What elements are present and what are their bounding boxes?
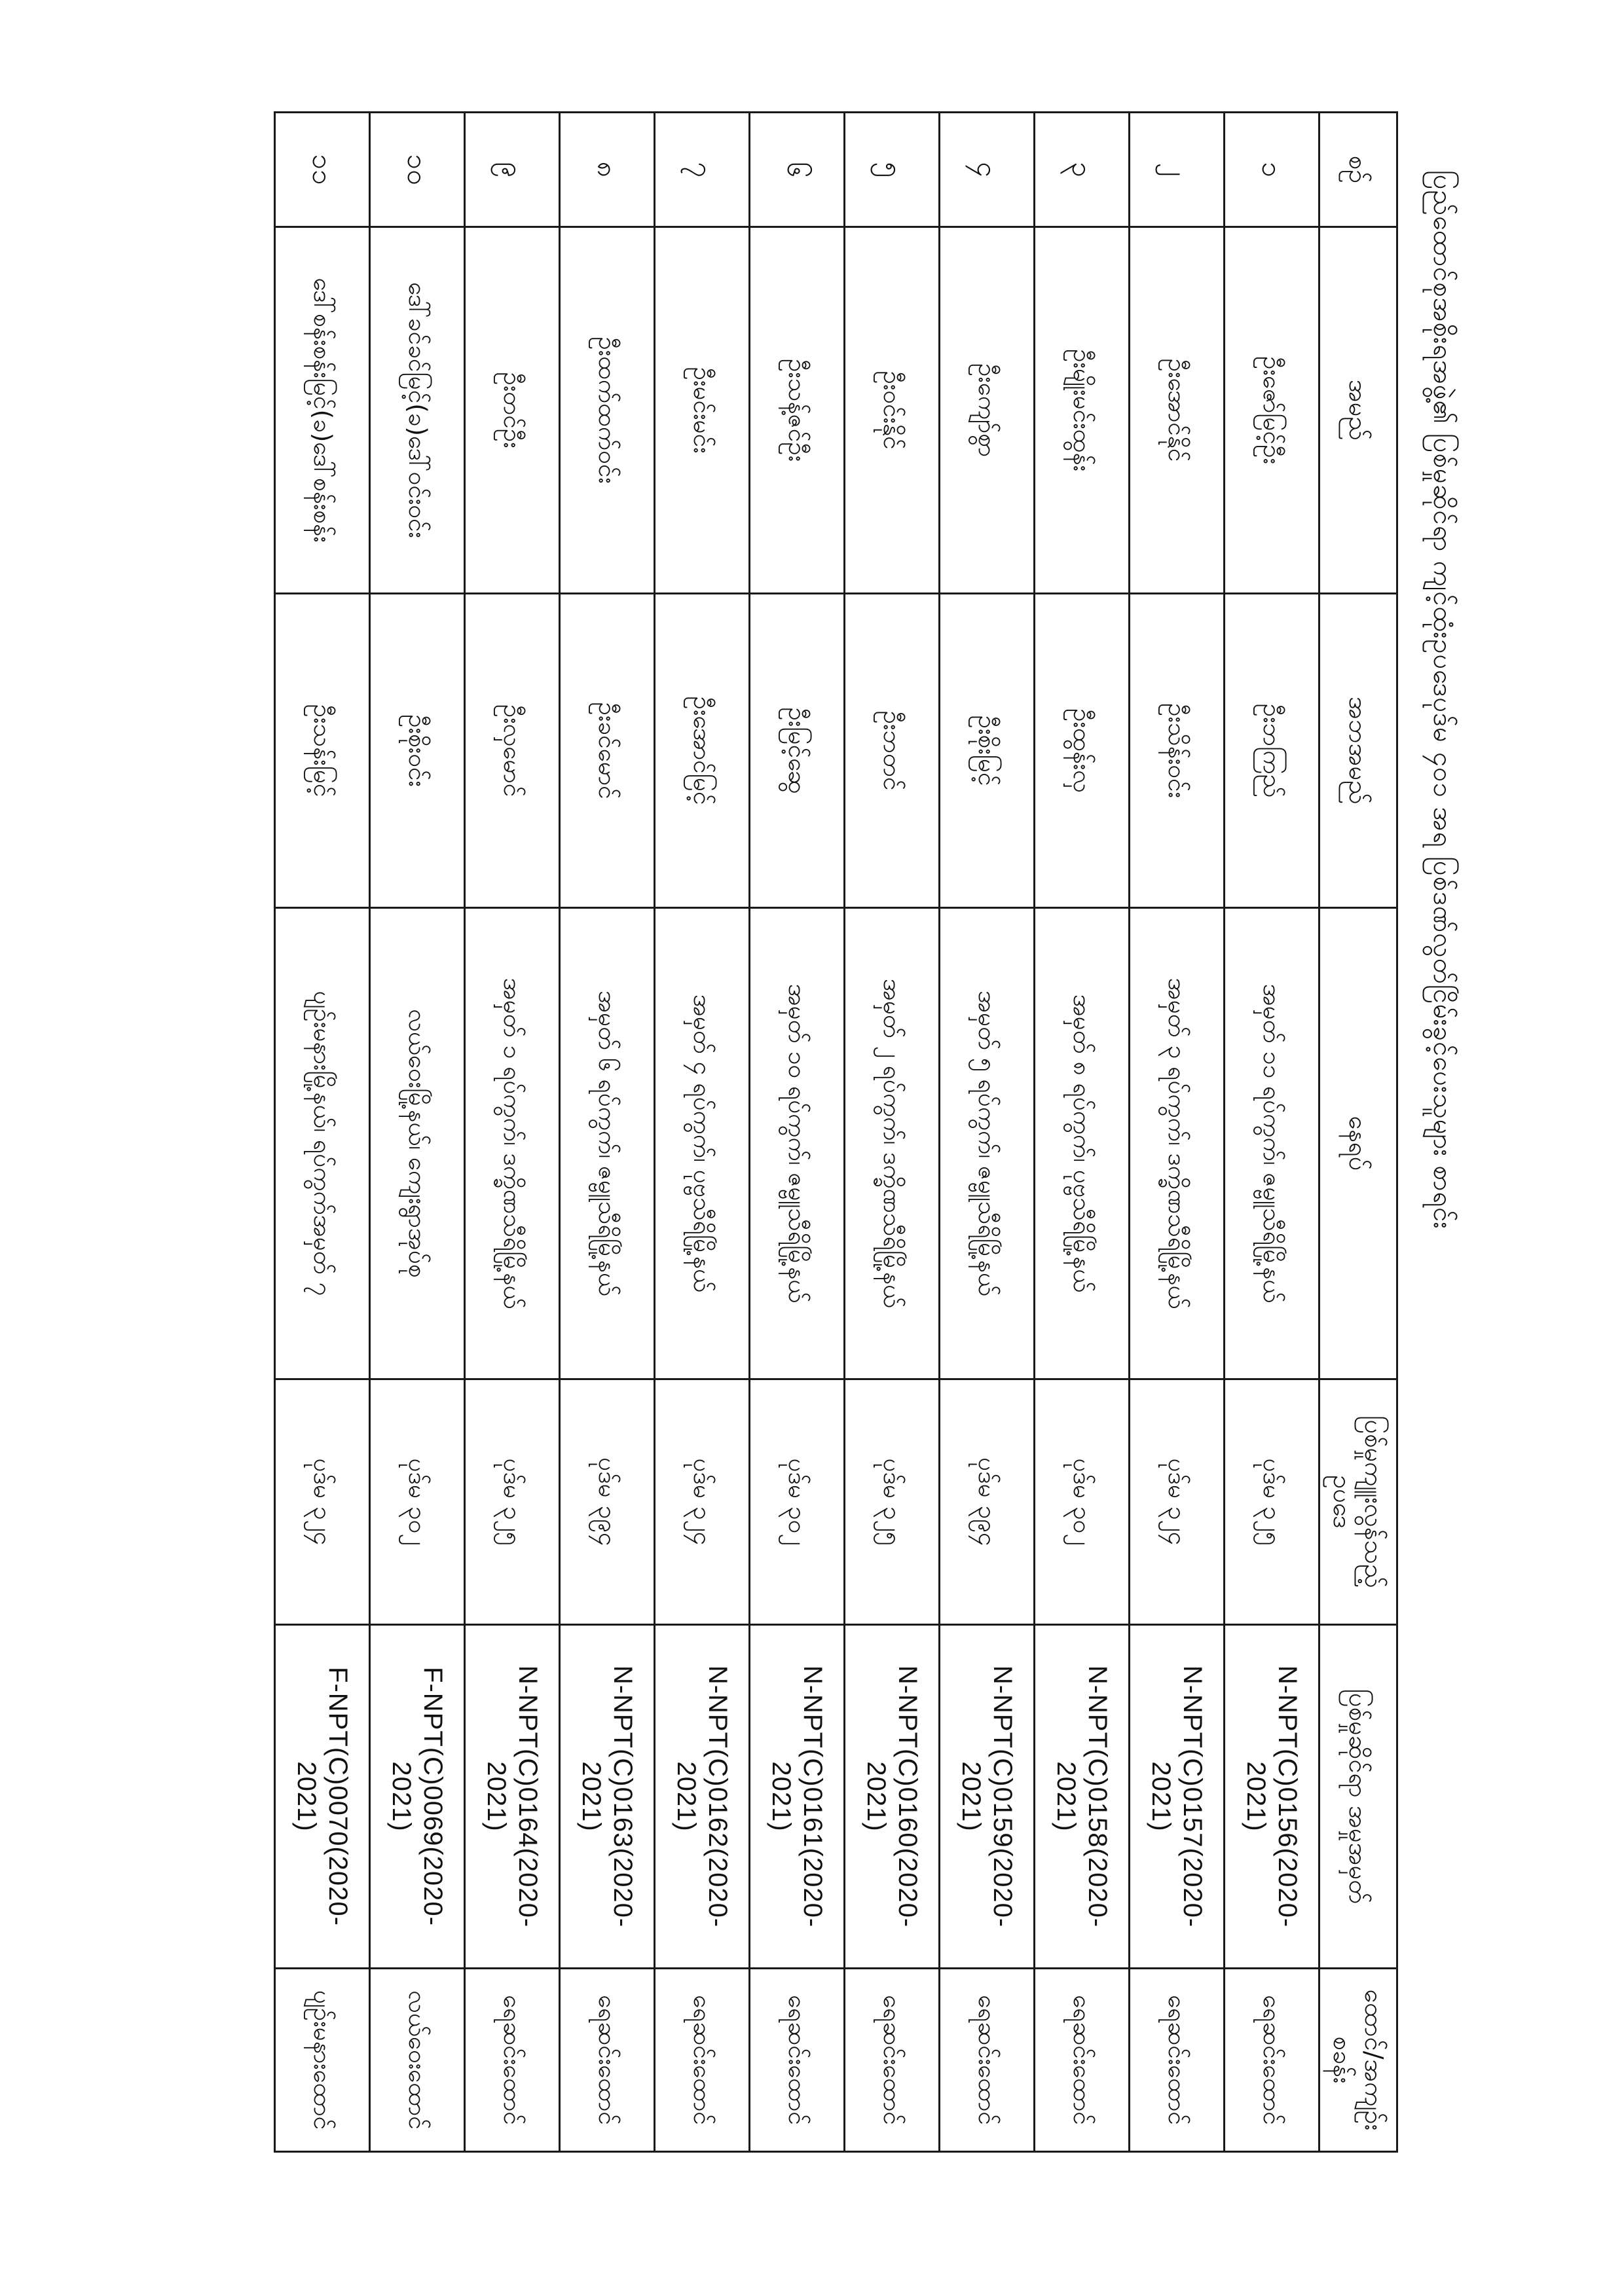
cell-address: အမှတ် ၁ ရပ်ကွက်၊ ဒက္ခိဏသီရိမြို့နယ် bbox=[465, 908, 560, 1379]
cell-law: ပုဒ်မ ၃၂၄ bbox=[1130, 1379, 1225, 1625]
cell-serial: ၁၀ bbox=[370, 113, 465, 227]
table-row bbox=[560, 113, 655, 2152]
cell-name: ဦးကျော်စွာ bbox=[940, 227, 1035, 594]
cell-address: အမှတ် ၂ ရပ်ကွက်၊ ဒက္ခိဏသီရိမြို့နယ် bbox=[845, 908, 940, 1379]
cell-prison: ရေဆင်းထောင် bbox=[465, 1969, 560, 2152]
cell-case-number: N-NPT(C)0158(2020-2021) bbox=[1035, 1625, 1130, 1969]
cell-father-name: ဦးသိန်းဝင်း bbox=[1130, 594, 1225, 908]
cell-prison: ရေဆင်းထောင် bbox=[655, 1969, 750, 2152]
header-serial: စဉ် bbox=[1320, 113, 1397, 227]
cell-serial: ၁ bbox=[1225, 113, 1320, 227]
table-row bbox=[1130, 113, 1225, 2152]
cell-case-number: N-NPT(C)0163(2020-2021) bbox=[560, 1625, 655, 1969]
cell-father-name: ဦးမြင့်ဆွေ bbox=[750, 594, 845, 908]
cell-father-name: ဦးစိုးမြင့် bbox=[940, 594, 1035, 908]
header-address: နေရပ် bbox=[1320, 908, 1397, 1379]
cell-prison: ရေဆင်းထောင် bbox=[560, 1969, 655, 2152]
document-caption: ပြည်ထောင်စုအစိုးရအဖွဲ့၏ ပြစ်မှုဆိုင်ရာ ကျင့်ထုံးဥပဒေပုဒ်မ ၄၀၁ အရ ပြစ်ဒဏ်လွတ်ငြိမ်းခွင့်ပေးသူများ စာရင်း bbox=[1428, 170, 1458, 1230]
cell-name: ဦးထက်ထက်ဝင်း bbox=[560, 227, 655, 594]
cell-law: ပုဒ်မ ၃၀၂ bbox=[370, 1379, 465, 1625]
pardon-roster-table bbox=[274, 111, 1398, 2153]
table-row bbox=[750, 113, 845, 2152]
header-name: အမည် bbox=[1320, 227, 1397, 594]
cell-name: ဦးဝင်းနိုင် bbox=[845, 227, 940, 594]
cell-serial: ၂ bbox=[1130, 113, 1225, 227]
cell-serial: ၉ bbox=[465, 113, 560, 227]
cell-address: အမှတ် ၃ ရပ်ကွက်၊ ဒက္ခိဏသီရိမြို့နယ် bbox=[1130, 908, 1225, 1379]
cell-father-name: ဦးလှမောင် bbox=[465, 594, 560, 908]
cell-address: အမှတ် ၈ ရပ်ကွက်၊ ပုဗ္ဗသီရိမြို့နယ် bbox=[1035, 908, 1130, 1379]
cell-prison: ရေဆင်းထောင် bbox=[845, 1969, 940, 2152]
cell-serial: ၈ bbox=[560, 113, 655, 227]
cell-case-number: N-NPT(C)0164(2020-2021) bbox=[465, 1625, 560, 1969]
cell-name: ဒေါ်စန်းစန်းမြင့်(ခ)ဒေါ်စန်းစန်း bbox=[275, 227, 370, 594]
cell-serial: ၁၁ bbox=[275, 113, 370, 227]
header-prison: ထောင်/အကျဉ်းစခန်း bbox=[1320, 1969, 1397, 2152]
cell-prison: ရေဆင်းထောင် bbox=[1035, 1969, 1130, 2152]
cell-case-number: N-NPT(C)0156(2020-2021) bbox=[1225, 1625, 1320, 1969]
cell-name: ဦးအောင်နိုင် bbox=[1130, 227, 1225, 594]
cell-address: အမှတ် ၁၁ ရပ်ကွက်၊ ဇမ္ဗူသီရိမြို့နယ် bbox=[1225, 908, 1320, 1379]
cell-name: ဦးတင်ဦး bbox=[465, 227, 560, 594]
table-row bbox=[1225, 113, 1320, 2152]
cell-address: အမှတ် ၅ ရပ်ကွက်၊ ဇမ္ဗူသီရိမြို့နယ် bbox=[940, 908, 1035, 1379]
table-row bbox=[845, 113, 940, 2152]
cell-law: ပုဒ်မ ၃၂၅ bbox=[845, 1379, 940, 1625]
cell-father-name: ဦးဘတင် bbox=[845, 594, 940, 908]
cell-prison: ပျဉ်းမနားထောင် bbox=[275, 1969, 370, 2152]
header-father-name: အဘအမည် bbox=[1320, 594, 1397, 908]
cell-serial: ၇ bbox=[655, 113, 750, 227]
cell-father-name: ဦးစိုးဝင်း bbox=[370, 594, 465, 908]
cell-address: လယ်ဝေးမြို့နယ်၊ ကျေးရွာအုပ်စု bbox=[370, 908, 465, 1379]
cell-address: အမှတ် ၆ ရပ်ကွက်၊ ဇမ္ဗူသီရိမြို့နယ် bbox=[560, 908, 655, 1379]
table-row bbox=[655, 113, 750, 2152]
cell-prison: ရေဆင်းထောင် bbox=[750, 1969, 845, 2152]
cell-serial: ၄ bbox=[940, 113, 1035, 227]
cell-prison: ရေဆင်းထောင် bbox=[940, 1969, 1035, 2152]
cell-father-name: ဦးထွန်းလှ bbox=[1035, 594, 1130, 908]
header-law: ပြစ်မှုကျူးလွန်သည့် ဥပဒေ bbox=[1320, 1379, 1397, 1625]
cell-law: ပုဒ်မ ၃၂၄ bbox=[655, 1379, 750, 1625]
header-case-number: ပြစ်မှုဆိုင်ရာ အမှုအမှတ် bbox=[1320, 1625, 1397, 1969]
table-header-row bbox=[1320, 113, 1397, 2152]
cell-law: ပုဒ်မ ၃၀၂ bbox=[1035, 1379, 1130, 1625]
cell-law: ပုဒ်မ ၃၂၅ bbox=[465, 1379, 560, 1625]
cell-father-name: ဦးအောင်မြင့် bbox=[655, 594, 750, 908]
cell-name: ဦးမင်းမင်း bbox=[655, 227, 750, 594]
cell-name: ဦးသန့်ဇင်ဦး bbox=[750, 227, 845, 594]
cell-serial: ၅ bbox=[845, 113, 940, 227]
cell-case-number: N-NPT(C)0161(2020-2021) bbox=[750, 1625, 845, 1969]
cell-address: ပျဉ်းမနားမြို့နယ်၊ ရပ်ကွက်အမှတ် ၇ bbox=[275, 908, 370, 1379]
cell-serial: ၃ bbox=[1035, 113, 1130, 227]
cell-case-number: N-NPT(C)0162(2020-2021) bbox=[655, 1625, 750, 1969]
cell-address: အမှတ် ၄ ရပ်ကွက်၊ ပုဗ္ဗသီရိမြို့နယ် bbox=[655, 908, 750, 1379]
cell-law: ပုဒ်မ ၃၂၅ bbox=[1225, 1379, 1320, 1625]
cell-law: ပုဒ်မ ၃၉၄ bbox=[560, 1379, 655, 1625]
cell-case-number: F-NPT(C)0069(2020-2021) bbox=[370, 1625, 465, 1969]
cell-law: ပုဒ်မ ၃၉၄ bbox=[940, 1379, 1035, 1625]
cell-prison: ရေဆင်းထောင် bbox=[1130, 1969, 1225, 2152]
cell-address: အမှတ် ၁၀ ရပ်ကွက်၊ ဇမ္ဗူသီရိမြို့နယ် bbox=[750, 908, 845, 1379]
cell-prison: လယ်ဝေးထောင် bbox=[370, 1969, 465, 2152]
cell-law: ပုဒ်မ ၃၀၂ bbox=[750, 1379, 845, 1625]
cell-name: ဦးမျိုးမင်းထွန်း bbox=[1035, 227, 1130, 594]
cell-case-number: N-NPT(C)0159(2020-2021) bbox=[940, 1625, 1035, 1969]
cell-father-name: ဦးသန်းမြင့် bbox=[275, 594, 370, 908]
table-row bbox=[275, 113, 370, 2152]
cell-father-name: ဦးဘကြည် bbox=[1225, 594, 1320, 908]
table-row bbox=[1035, 113, 1130, 2152]
table-row bbox=[465, 113, 560, 2152]
table-row bbox=[370, 113, 465, 2152]
cell-prison: ရေဆင်းထောင် bbox=[1225, 1969, 1320, 2152]
cell-name: ဒေါ်ခင်ခင်မြင့်(ခ)ဒေါ်ဝင်းဝင်း bbox=[370, 227, 465, 594]
cell-serial: ၆ bbox=[750, 113, 845, 227]
cell-father-name: ဦးခင်မောင် bbox=[560, 594, 655, 908]
table-row bbox=[940, 113, 1035, 2152]
cell-case-number: F-NPT(C)0070(2020-2021) bbox=[275, 1625, 370, 1969]
cell-name: ဦးဇော်မြင့်ဦး bbox=[1225, 227, 1320, 594]
cell-law: ပုဒ်မ ၃၂၄ bbox=[275, 1379, 370, 1625]
cell-case-number: N-NPT(C)0160(2020-2021) bbox=[845, 1625, 940, 1969]
cell-case-number: N-NPT(C)0157(2020-2021) bbox=[1130, 1625, 1225, 1969]
